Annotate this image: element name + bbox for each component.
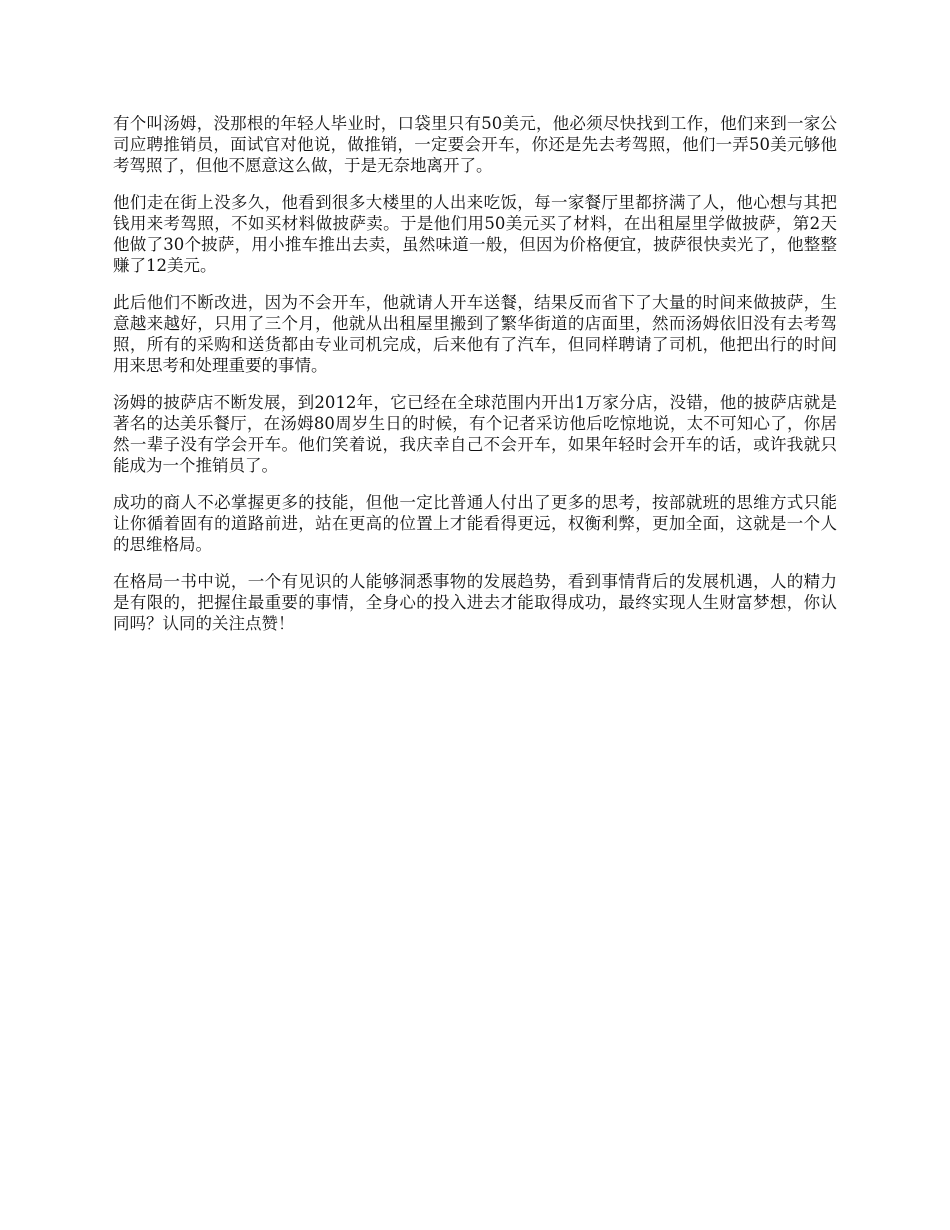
paragraph-2: 他们走在街上没多久，他看到很多大楼里的人出来吃饭，每一家餐厅里都挤满了人，他心想与其把钱用来考驾照，不如买材料做披萨卖。于是他们用50美元买了材料，在出租屋里学做披萨，第2天他做了30个披萨，用小推车推出去卖，虽然味道一般，但因为价格便宜，披萨很快卖光了，他整整赚了12美元。 <box>113 193 837 275</box>
paragraph-5: 成功的商人不必掌握更多的技能，但他一定比普通人付出了更多的思考，按部就班的思维方式只能让你循着固有的道路前进，站在更高的位置上才能看得更远，权衡利弊，更加全面，这就是一个人的思维格局。 <box>113 493 837 554</box>
paragraph-1: 有个叫汤姆，没那根的年轻人毕业时，口袋里只有50美元，他必须尽快找到工作，他们来到一家公司应聘推销员，面试官对他说，做推销，一定要会开车，你还是先去考驾照，他们一弄50美元够他考驾照了，但他不愿意这么做，于是无奈地离开了。 <box>113 114 837 175</box>
paragraph-4: 汤姆的披萨店不断发展，到2012年，它已经在全球范围内开出1万家分店，没错，他的披萨店就是著名的达美乐餐厅，在汤姆80周岁生日的时候，有个记者采访他后吃惊地说，太不可知心了，你居然一辈子没有学会开车。他们笑着说，我庆幸自己不会开车，如果年轻时会开车的话，或许我就只能成为一个推销员了。 <box>113 393 837 475</box>
paragraph-6: 在格局一书中说，一个有见识的人能够洞悉事物的发展趋势，看到事情背后的发展机遇，人的精力是有限的，把握住最重要的事情，全身心的投入进去才能取得成功，最终实现人生财富梦想，你认同吗？认同的关注点赞！ <box>113 572 837 633</box>
document-body <box>113 113 837 650</box>
paragraph-3: 此后他们不断改进，因为不会开车，他就请人开车送餐，结果反而省下了大量的时间来做披萨，生意越来越好，只用了三个月，他就从出租屋里搬到了繁华街道的店面里，然而汤姆依旧没有去考驾照，所有的采购和送货都由专业司机完成，后来他有了汽车，但同样聘请了司机，他把出行的时间用来思考和处理重要的事情。 <box>113 293 837 375</box>
